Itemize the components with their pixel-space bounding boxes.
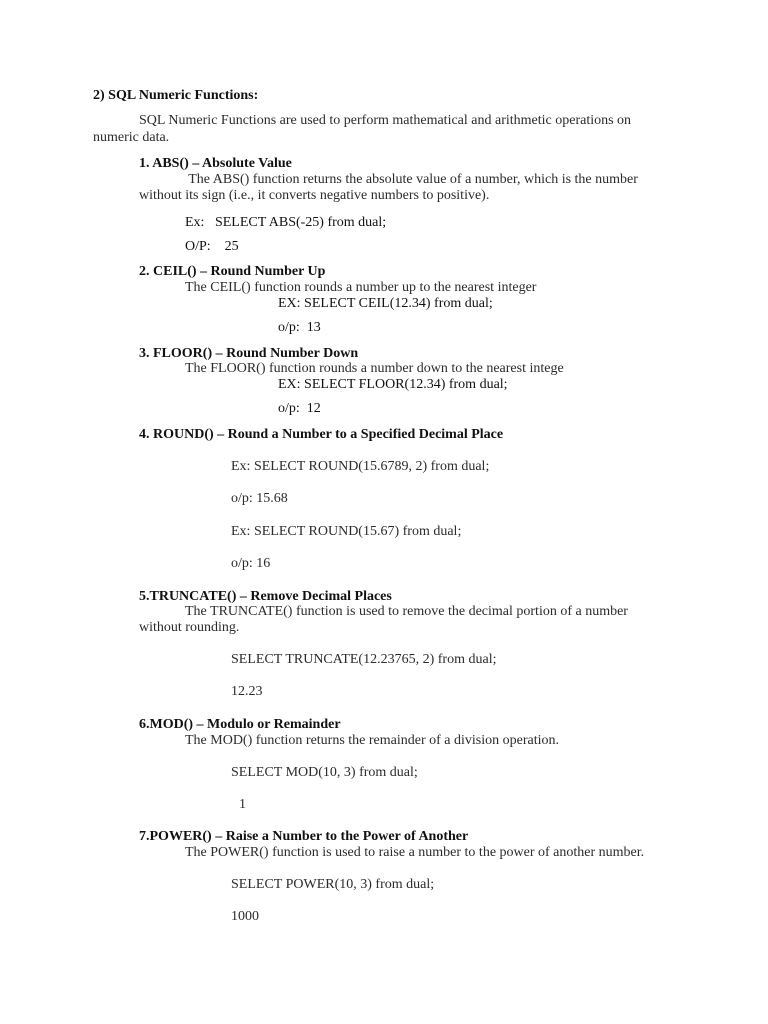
abs-description-1: The ABS() function returns the absolute value of a number, which is the number <box>185 172 638 187</box>
abs-description-2: without its sign (i.e., it converts negative numbers to positive). <box>139 188 490 203</box>
round-example-2: Ex: SELECT ROUND(15.67) from dual; <box>231 524 462 539</box>
floor-heading: 3. FLOOR() – Round Number Down <box>139 346 359 361</box>
truncate-example: SELECT TRUNCATE(12.23765, 2) from dual; <box>231 652 497 667</box>
abs-output: O/P: 25 <box>185 239 239 254</box>
abs-example: Ex: SELECT ABS(-25) from dual; <box>185 215 387 230</box>
mod-output: 1 <box>239 797 246 812</box>
abs-heading: 1. ABS() – Absolute Value <box>139 156 292 171</box>
mod-description: The MOD() function returns the remainder of a division operation. <box>185 733 560 748</box>
truncate-description-1: The TRUNCATE() function is used to remove the decimal portion of a number <box>185 604 628 619</box>
power-description: The POWER() function is used to raise a number to the power of another number. <box>185 845 645 860</box>
power-heading: 7.POWER() – Raise a Number to the Power of Another <box>139 829 469 844</box>
round-heading: 4. ROUND() – Round a Number to a Specified Decimal Place <box>139 427 504 442</box>
ceil-output: o/p: 13 <box>278 320 321 335</box>
floor-description: The FLOOR() function rounds a number down to the nearest intege <box>185 361 564 376</box>
ceil-heading: 2. CEIL() – Round Number Up <box>139 264 326 279</box>
round-output-1: o/p: 15.68 <box>231 491 288 506</box>
floor-output: o/p: 12 <box>278 401 321 416</box>
ceil-example: EX: SELECT CEIL(12.34) from dual; <box>278 296 493 311</box>
power-output: 1000 <box>231 909 259 924</box>
mod-example: SELECT MOD(10, 3) from dual; <box>231 765 418 780</box>
section-title: 2) SQL Numeric Functions: <box>93 88 259 103</box>
round-output-2: o/p: 16 <box>231 556 271 571</box>
round-example-1: Ex: SELECT ROUND(15.6789, 2) from dual; <box>231 459 490 474</box>
intro-line-2: numeric data. <box>93 130 170 145</box>
ceil-description: The CEIL() function rounds a number up to the nearest integer <box>185 280 537 295</box>
truncate-output: 12.23 <box>231 684 263 699</box>
mod-heading: 6.MOD() – Modulo or Remainder <box>139 717 341 732</box>
power-example: SELECT POWER(10, 3) from dual; <box>231 877 435 892</box>
intro-line-1: SQL Numeric Functions are used to perform mathematical and arithmetic operations on <box>139 113 632 128</box>
truncate-description-2: without rounding. <box>139 620 240 635</box>
floor-example: EX: SELECT FLOOR(12.34) from dual; <box>278 377 508 392</box>
truncate-heading: 5.TRUNCATE() – Remove Decimal Places <box>139 589 392 604</box>
